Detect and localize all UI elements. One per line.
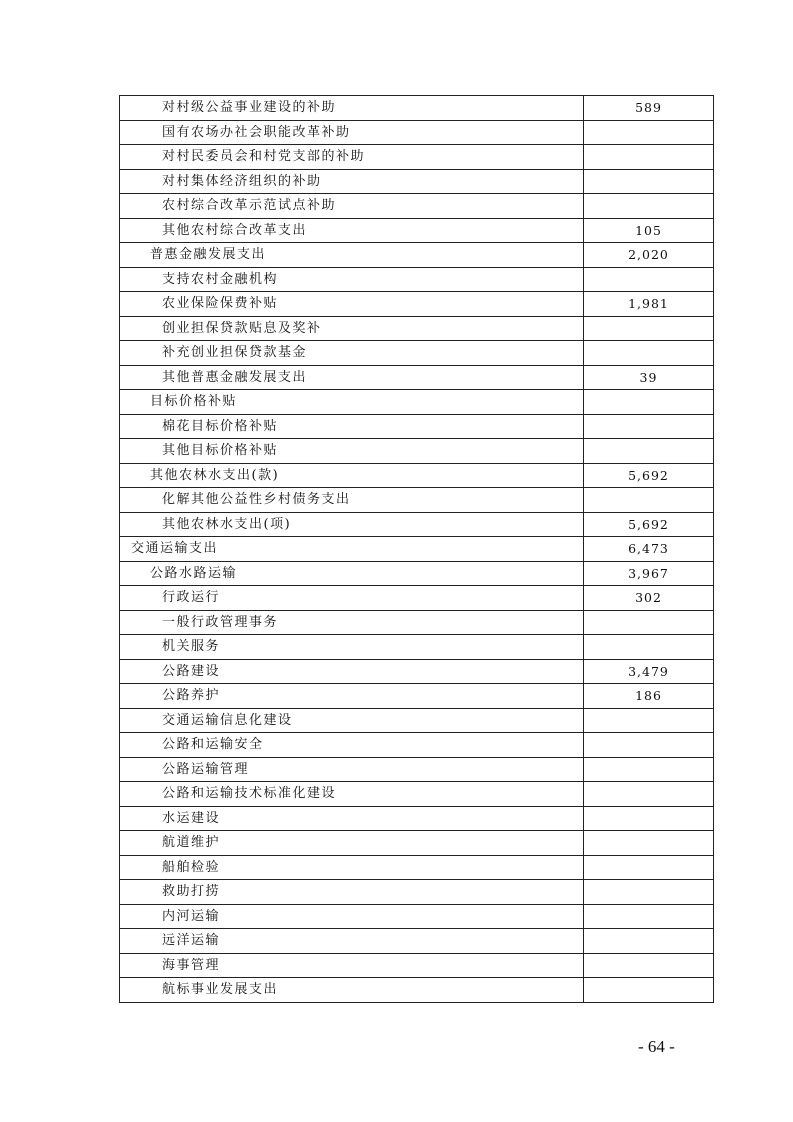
amount-cell xyxy=(584,120,714,145)
item-name-cell: 海事管理 xyxy=(120,953,584,978)
item-name-cell: 其他农林水支出(项) xyxy=(120,512,584,537)
item-name-cell: 内河运输 xyxy=(120,904,584,929)
item-name-cell: 补充创业担保贷款基金 xyxy=(120,341,584,366)
table-row xyxy=(120,292,714,317)
table-row xyxy=(120,169,714,194)
item-name-cell: 其他目标价格补贴 xyxy=(120,439,584,464)
table-row xyxy=(120,953,714,978)
table-row xyxy=(120,806,714,831)
amount-cell xyxy=(584,978,714,1003)
item-name-cell: 其他普惠金融发展支出 xyxy=(120,365,584,390)
item-name-cell: 农业保险保费补贴 xyxy=(120,292,584,317)
item-name-cell: 航标事业发展支出 xyxy=(120,978,584,1003)
item-name-cell: 创业担保贷款贴息及奖补 xyxy=(120,316,584,341)
item-name-cell: 对村级公益事业建设的补助 xyxy=(120,96,584,121)
table-row xyxy=(120,243,714,268)
amount-cell xyxy=(584,635,714,660)
item-name-cell: 船舶检验 xyxy=(120,855,584,880)
amount-cell: 589 xyxy=(584,96,714,121)
amount-cell: 3,479 xyxy=(584,659,714,684)
item-name-cell: 国有农场办社会职能改革补助 xyxy=(120,120,584,145)
amount-cell: 2,020 xyxy=(584,243,714,268)
amount-cell xyxy=(584,953,714,978)
item-name-cell: 对村民委员会和村党支部的补助 xyxy=(120,145,584,170)
table-row xyxy=(120,145,714,170)
item-name-cell: 棉花目标价格补贴 xyxy=(120,414,584,439)
page-number: - 64 - xyxy=(638,1037,675,1056)
table-row xyxy=(120,684,714,709)
table-row xyxy=(120,586,714,611)
budget-table xyxy=(119,95,714,1003)
item-name-cell: 机关服务 xyxy=(120,635,584,660)
table-row xyxy=(120,365,714,390)
amount-cell xyxy=(584,267,714,292)
table-row xyxy=(120,831,714,856)
item-name-cell: 公路和运输安全 xyxy=(120,733,584,758)
amount-cell xyxy=(584,610,714,635)
item-name-cell: 公路运输管理 xyxy=(120,757,584,782)
table-row xyxy=(120,855,714,880)
item-name-cell: 行政运行 xyxy=(120,586,584,611)
amount-cell xyxy=(584,169,714,194)
amount-cell xyxy=(584,782,714,807)
table-row xyxy=(120,267,714,292)
table-row xyxy=(120,488,714,513)
amount-cell: 302 xyxy=(584,586,714,611)
table-row xyxy=(120,659,714,684)
table-row xyxy=(120,414,714,439)
item-name-cell: 交通运输支出 xyxy=(120,537,584,562)
amount-cell xyxy=(584,341,714,366)
table-row xyxy=(120,708,714,733)
item-name-cell: 水运建设 xyxy=(120,806,584,831)
item-name-cell: 其他农林水支出(款) xyxy=(120,463,584,488)
amount-cell xyxy=(584,145,714,170)
amount-cell xyxy=(584,831,714,856)
item-name-cell: 普惠金融发展支出 xyxy=(120,243,584,268)
amount-cell: 5,692 xyxy=(584,463,714,488)
amount-cell xyxy=(584,414,714,439)
table-row xyxy=(120,194,714,219)
table-row xyxy=(120,390,714,415)
amount-cell xyxy=(584,757,714,782)
table-row xyxy=(120,978,714,1003)
amount-cell xyxy=(584,929,714,954)
table-row xyxy=(120,120,714,145)
item-name-cell: 其他农村综合改革支出 xyxy=(120,218,584,243)
table-row xyxy=(120,782,714,807)
item-name-cell: 公路养护 xyxy=(120,684,584,709)
amount-cell: 6,473 xyxy=(584,537,714,562)
item-name-cell: 公路建设 xyxy=(120,659,584,684)
item-name-cell: 目标价格补贴 xyxy=(120,390,584,415)
amount-cell xyxy=(584,855,714,880)
amount-cell: 186 xyxy=(584,684,714,709)
amount-cell: 1,981 xyxy=(584,292,714,317)
table-row xyxy=(120,316,714,341)
table-row xyxy=(120,96,714,121)
item-name-cell: 对村集体经济组织的补助 xyxy=(120,169,584,194)
table-row xyxy=(120,439,714,464)
item-name-cell: 航道维护 xyxy=(120,831,584,856)
item-name-cell: 交通运输信息化建设 xyxy=(120,708,584,733)
amount-cell xyxy=(584,806,714,831)
amount-cell xyxy=(584,708,714,733)
item-name-cell: 农村综合改革示范试点补助 xyxy=(120,194,584,219)
table-row xyxy=(120,880,714,905)
amount-cell xyxy=(584,316,714,341)
item-name-cell: 公路水路运输 xyxy=(120,561,584,586)
amount-cell: 105 xyxy=(584,218,714,243)
table-row xyxy=(120,733,714,758)
table-row xyxy=(120,904,714,929)
amount-cell xyxy=(584,880,714,905)
item-name-cell: 远洋运输 xyxy=(120,929,584,954)
table-row xyxy=(120,512,714,537)
item-name-cell: 公路和运输技术标准化建设 xyxy=(120,782,584,807)
amount-cell: 3,967 xyxy=(584,561,714,586)
table-row xyxy=(120,218,714,243)
table-row xyxy=(120,463,714,488)
table-row xyxy=(120,757,714,782)
table-row xyxy=(120,635,714,660)
amount-cell xyxy=(584,194,714,219)
item-name-cell: 支持农村金融机构 xyxy=(120,267,584,292)
amount-cell xyxy=(584,733,714,758)
amount-cell xyxy=(584,390,714,415)
item-name-cell: 救助打捞 xyxy=(120,880,584,905)
table-row xyxy=(120,341,714,366)
amount-cell xyxy=(584,439,714,464)
item-name-cell: 化解其他公益性乡村债务支出 xyxy=(120,488,584,513)
amount-cell: 39 xyxy=(584,365,714,390)
table-row xyxy=(120,610,714,635)
amount-cell xyxy=(584,488,714,513)
table-row xyxy=(120,537,714,562)
item-name-cell: 一般行政管理事务 xyxy=(120,610,584,635)
amount-cell: 5,692 xyxy=(584,512,714,537)
budget-table-body xyxy=(120,96,714,1003)
table-row xyxy=(120,929,714,954)
table-row xyxy=(120,561,714,586)
amount-cell xyxy=(584,904,714,929)
